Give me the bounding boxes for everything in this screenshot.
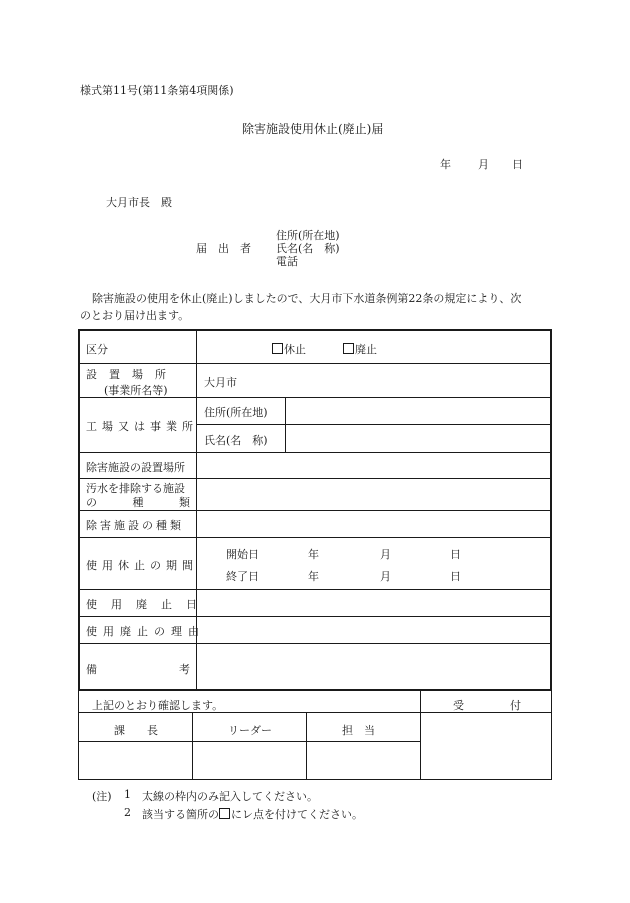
applicant-address-label: 住所(所在地) <box>276 229 340 242</box>
option-pause[interactable]: 休止 <box>272 341 306 357</box>
note2-number: 2 <box>124 806 131 819</box>
period-start-year: 年 <box>308 548 319 561</box>
body-text-line2: のとおり届け出ます。 <box>80 309 190 322</box>
note1-text: 太線の枠内のみ記入してください。 <box>142 790 318 803</box>
period-end-day: 日 <box>450 570 461 583</box>
location-value[interactable]: 大月市 <box>204 376 237 389</box>
location-label: 設置場所 (事業所名等) <box>86 366 190 398</box>
recipient: 大月市長 殿 <box>106 196 172 209</box>
sewage-label-line2: の 種 類 <box>86 496 190 509</box>
abolish-date-label: 使用廃止日 <box>86 598 211 611</box>
leader-label: リーダー <box>228 724 272 737</box>
facility-place-label: 除害施設の設置場所 <box>86 461 185 474</box>
period-label: 使用休止の期間 <box>86 559 198 572</box>
date-year-label: 年 <box>440 158 451 171</box>
confirm-text: 上記のとおり確認します。 <box>92 699 224 712</box>
notes-prefix: (注) <box>92 790 112 803</box>
period-end-month: 月 <box>380 570 391 583</box>
period-end-label: 終了日 <box>226 570 259 583</box>
note1-number: 1 <box>124 788 131 801</box>
staff-stamp-cell[interactable] <box>308 743 418 777</box>
checkbox-symbol-icon <box>219 808 230 819</box>
applicant-label: 届 出 者 <box>196 242 251 255</box>
applicant-name-label: 氏名(名 称) <box>276 242 340 255</box>
factory-address-field[interactable] <box>290 400 548 422</box>
chief-label: 課 長 <box>114 724 158 737</box>
abolish-reason-field[interactable] <box>200 620 548 640</box>
facility-type-field[interactable] <box>200 514 548 534</box>
period-start-label: 開始日 <box>226 548 259 561</box>
facility-type-label: 除害施設の種類 <box>86 519 184 532</box>
reception-stamp-cell[interactable] <box>422 714 550 778</box>
factory-label: 工場又は事業所 <box>86 420 198 433</box>
note2-text: 該当する箇所の にレ点を付けてください。 <box>142 808 363 821</box>
category-label: 区分 <box>86 343 108 356</box>
period-end-year: 年 <box>308 570 319 583</box>
form-number: 様式第11号(第11条第4項関係) <box>80 84 234 97</box>
remarks-field[interactable] <box>200 647 548 687</box>
sewage-label-line1: 汚水を排除する施設 <box>86 482 185 495</box>
factory-address-label: 住所(所在地) <box>204 406 268 419</box>
reception-label-a: 受 <box>453 699 464 712</box>
checkbox-abolish[interactable] <box>343 343 354 354</box>
chief-stamp-cell[interactable] <box>80 743 190 777</box>
applicant-phone-label: 電話 <box>276 255 298 268</box>
reception-label-b: 付 <box>510 699 521 712</box>
body-text-line1: 除害施設の使用を休止(廃止)しましたので、大月市下水道条例第22条の規定により、次 <box>92 292 522 305</box>
leader-stamp-cell[interactable] <box>194 743 304 777</box>
form-title: 除害施設使用休止(廃止)届 <box>242 122 384 136</box>
checkbox-pause[interactable] <box>272 343 283 354</box>
facility-place-field[interactable] <box>200 455 548 475</box>
date-month-label: 月 <box>478 158 489 171</box>
date-day-label: 日 <box>512 158 523 171</box>
option-abolish[interactable]: 廃止 <box>343 341 377 357</box>
period-start-month: 月 <box>380 548 391 561</box>
sewage-field[interactable] <box>200 482 548 506</box>
staff-label: 担 当 <box>342 724 375 737</box>
period-start-day: 日 <box>450 548 461 561</box>
remarks-label: 備 考 <box>86 663 190 676</box>
abolish-reason-label: 使用廃止の理由 <box>86 625 205 638</box>
factory-name-field[interactable] <box>290 427 548 449</box>
location-sublabel: (事業所名等) <box>104 384 168 397</box>
abolish-date-field[interactable] <box>200 593 548 613</box>
factory-name-label: 氏名(名 称) <box>204 434 268 447</box>
